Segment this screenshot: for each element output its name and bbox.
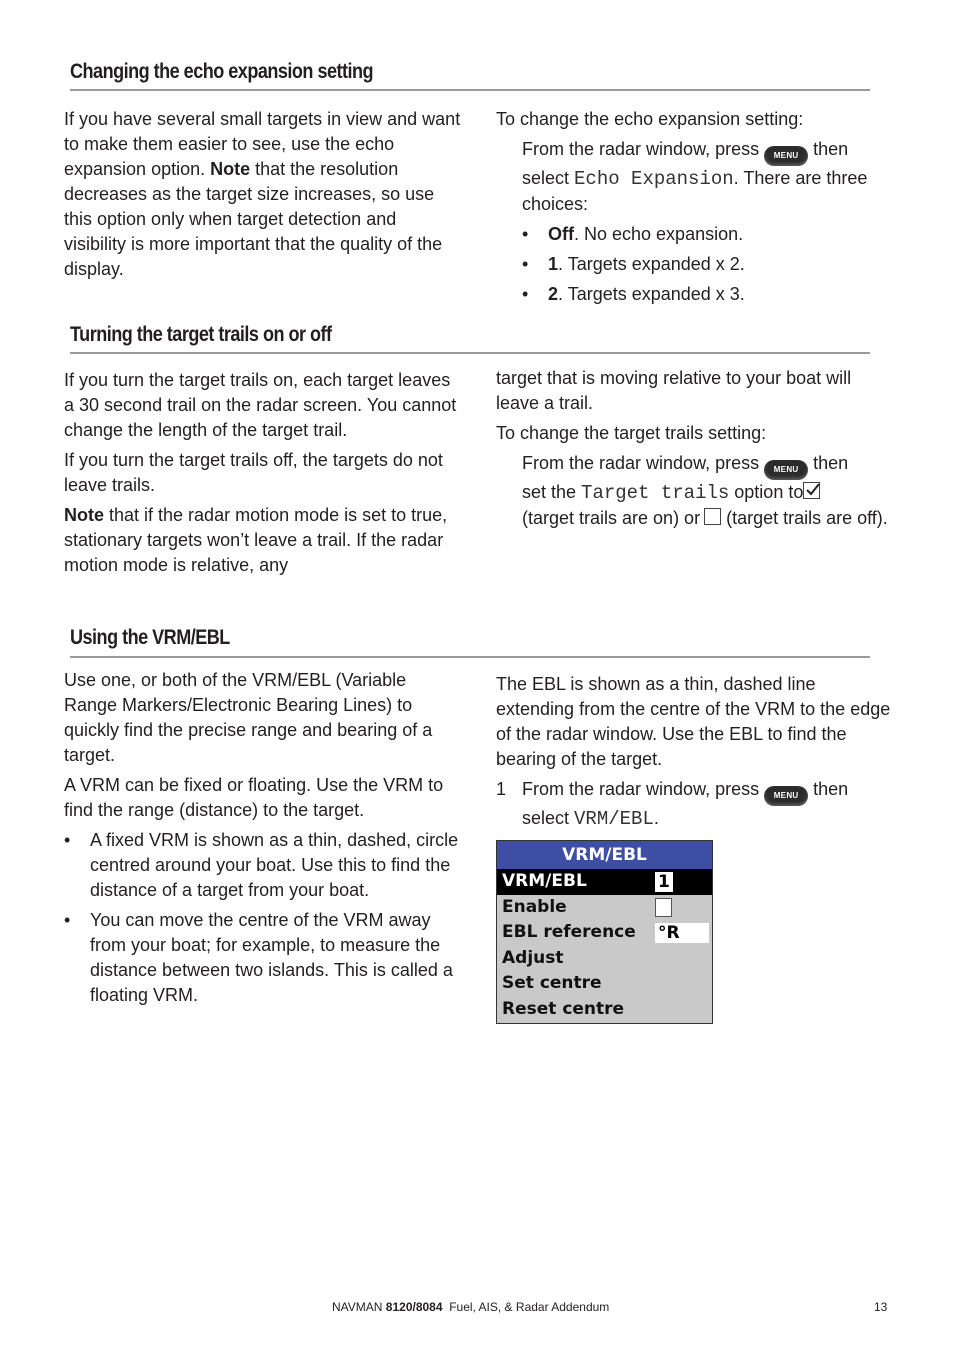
empty-checkbox-icon <box>704 508 721 525</box>
menu-button-icon: MENU <box>764 786 808 806</box>
choice-label: 1 <box>548 254 559 274</box>
trails-para-1: If you turn the target trails on, each target leaves a 30 second trail on the radar screen. You cannot change the length of the target trail. <box>64 370 457 440</box>
menu-title: VRM/EBL <box>497 841 712 869</box>
heading-echo-expansion: Changing the echo expansion setting <box>70 60 374 83</box>
step-number: 1 <box>496 779 507 799</box>
menu-row-label: EBL reference <box>502 922 636 943</box>
heading-rule <box>70 352 870 354</box>
echo-text: that the resolution decreases as the target size increases, so use this option only when target detection and visibility is more important that the quality of the display. <box>64 159 443 279</box>
vrm-right-column <box>496 672 891 837</box>
option-name: VRM/EBL <box>574 808 654 830</box>
option-name: Target trails <box>581 482 730 504</box>
trails-left-column <box>64 368 462 583</box>
step-text: From the radar window, press <box>522 139 760 159</box>
footer-title <box>332 1299 609 1315</box>
menu-row-value: °R <box>655 923 709 943</box>
choice-text: . Targets expanded x 2. <box>558 254 745 274</box>
menu-row-ebl-reference <box>497 920 712 946</box>
option-name: Echo Expansion <box>574 168 734 190</box>
vrm-para-1: Use one, or both of the VRM/EBL (Variable Range Markers/Electronic Bearing Lines) to quickly find the precise range and bearing of a target. <box>64 670 433 765</box>
bullet-icon: • <box>64 910 71 930</box>
choice-text: . No echo expansion. <box>574 224 744 244</box>
vrm-bullet-list <box>64 828 462 1008</box>
bullet-text: A fixed VRM is shown as a thin, dashed, circle centred around your boat. Use this to find the distance of a target from your boat. <box>90 830 459 900</box>
menu-row-label: VRM/EBL <box>502 871 587 891</box>
echo-intro: To change the echo expansion setting: <box>496 109 804 129</box>
page-number: 13 <box>874 1300 888 1314</box>
echo-text: If you have several small targets in view and want to make them easier to see, use the echo expansion option. <box>64 109 461 179</box>
trails-intro: To change the target trails setting: <box>496 423 767 443</box>
choice-text: . Targets expanded x 3. <box>558 284 745 304</box>
list-item <box>64 828 462 903</box>
heading-vrm-ebl: Using the VRM/EBL <box>70 626 230 649</box>
step-text: (target trails are on) or <box>522 508 701 528</box>
vrm-para-2: A VRM can be fixed or floating. Use the VRM to find the range (distance) to the target. <box>64 775 444 820</box>
trails-para-2: If you turn the target trails off, the targets do not leave trails. <box>64 450 443 495</box>
enable-checkbox-icon <box>655 898 672 917</box>
menu-row-reset-centre <box>497 997 712 1023</box>
echo-choices-list <box>522 222 881 307</box>
step-text: From the radar window, press <box>522 453 760 473</box>
bullet-text: You can move the centre of the VRM away from your boat; for example, to measure the distance between two islands. This is called a floating VRM. <box>90 910 453 1005</box>
step-text: From the radar window, press <box>522 779 760 799</box>
choice-label: Off <box>548 224 574 244</box>
echo-left-column <box>64 107 462 287</box>
heading-rule <box>70 89 870 91</box>
footer-doc-title: Fuel, AIS, & Radar Addendum <box>442 1300 610 1314</box>
trails-continued: target that is moving relative to your boat will leave a trail. <box>496 368 852 413</box>
menu-row-adjust <box>497 946 712 972</box>
trails-step <box>496 451 891 531</box>
menu-row-vrm-ebl <box>497 869 712 895</box>
step-text: . There are three choices: <box>522 168 868 214</box>
step-text: then select <box>522 139 849 188</box>
trails-para-3 <box>64 503 462 578</box>
ebl-description: The EBL is shown as a thin, dashed line extending from the centre of the VRM to the edge of the radar window. Use the EBL to find the bearing of the target. <box>496 674 891 769</box>
step-text: set the <box>522 482 582 502</box>
echo-step <box>496 137 881 217</box>
menu-row-label: Enable <box>502 896 567 917</box>
list-item <box>522 252 881 277</box>
menu-row-label: Set centre <box>502 973 602 994</box>
step-text: then select <box>522 779 849 828</box>
trails-right-column <box>496 366 891 536</box>
bullet-icon: • <box>522 284 529 304</box>
vrm-step <box>496 777 891 832</box>
step-text: option to <box>729 482 804 502</box>
menu-row-label: Reset centre <box>502 998 625 1019</box>
footer-model: 8120/8084 <box>385 1300 443 1314</box>
list-item <box>522 282 881 307</box>
menu-row-label: Adjust <box>502 947 564 968</box>
menu-row-enable <box>497 895 712 921</box>
step-text: (target trails are off). <box>721 508 888 528</box>
trails-text: that if the radar motion mode is set to true, stationary targets won’t leave a trail. If the radar motion mode is relative, any <box>64 505 448 575</box>
footer-brand: NAVMAN <box>332 1300 386 1314</box>
echo-description <box>64 107 462 282</box>
bullet-icon: • <box>522 254 529 274</box>
bullet-icon: • <box>64 830 71 850</box>
menu-button-icon: MENU <box>764 146 808 166</box>
list-item <box>522 222 881 247</box>
note-label: Note <box>210 159 251 179</box>
checked-checkbox-icon <box>803 482 820 499</box>
list-item <box>64 908 462 1008</box>
bullet-icon: • <box>522 224 529 244</box>
heading-rule <box>70 656 870 658</box>
menu-row-set-centre <box>497 971 712 997</box>
vrm-left-column <box>64 668 462 1013</box>
menu-button-icon: MENU <box>764 460 808 480</box>
step-text: . <box>653 808 659 828</box>
step-text: then <box>808 453 849 473</box>
vrm-ebl-menu-screenshot <box>496 840 713 1024</box>
heading-target-trails: Turning the target trails on or off <box>70 323 332 346</box>
note-label: Note <box>64 505 104 525</box>
choice-label: 2 <box>548 284 559 304</box>
menu-row-value: 1 <box>655 872 673 892</box>
echo-right-column <box>496 107 881 312</box>
